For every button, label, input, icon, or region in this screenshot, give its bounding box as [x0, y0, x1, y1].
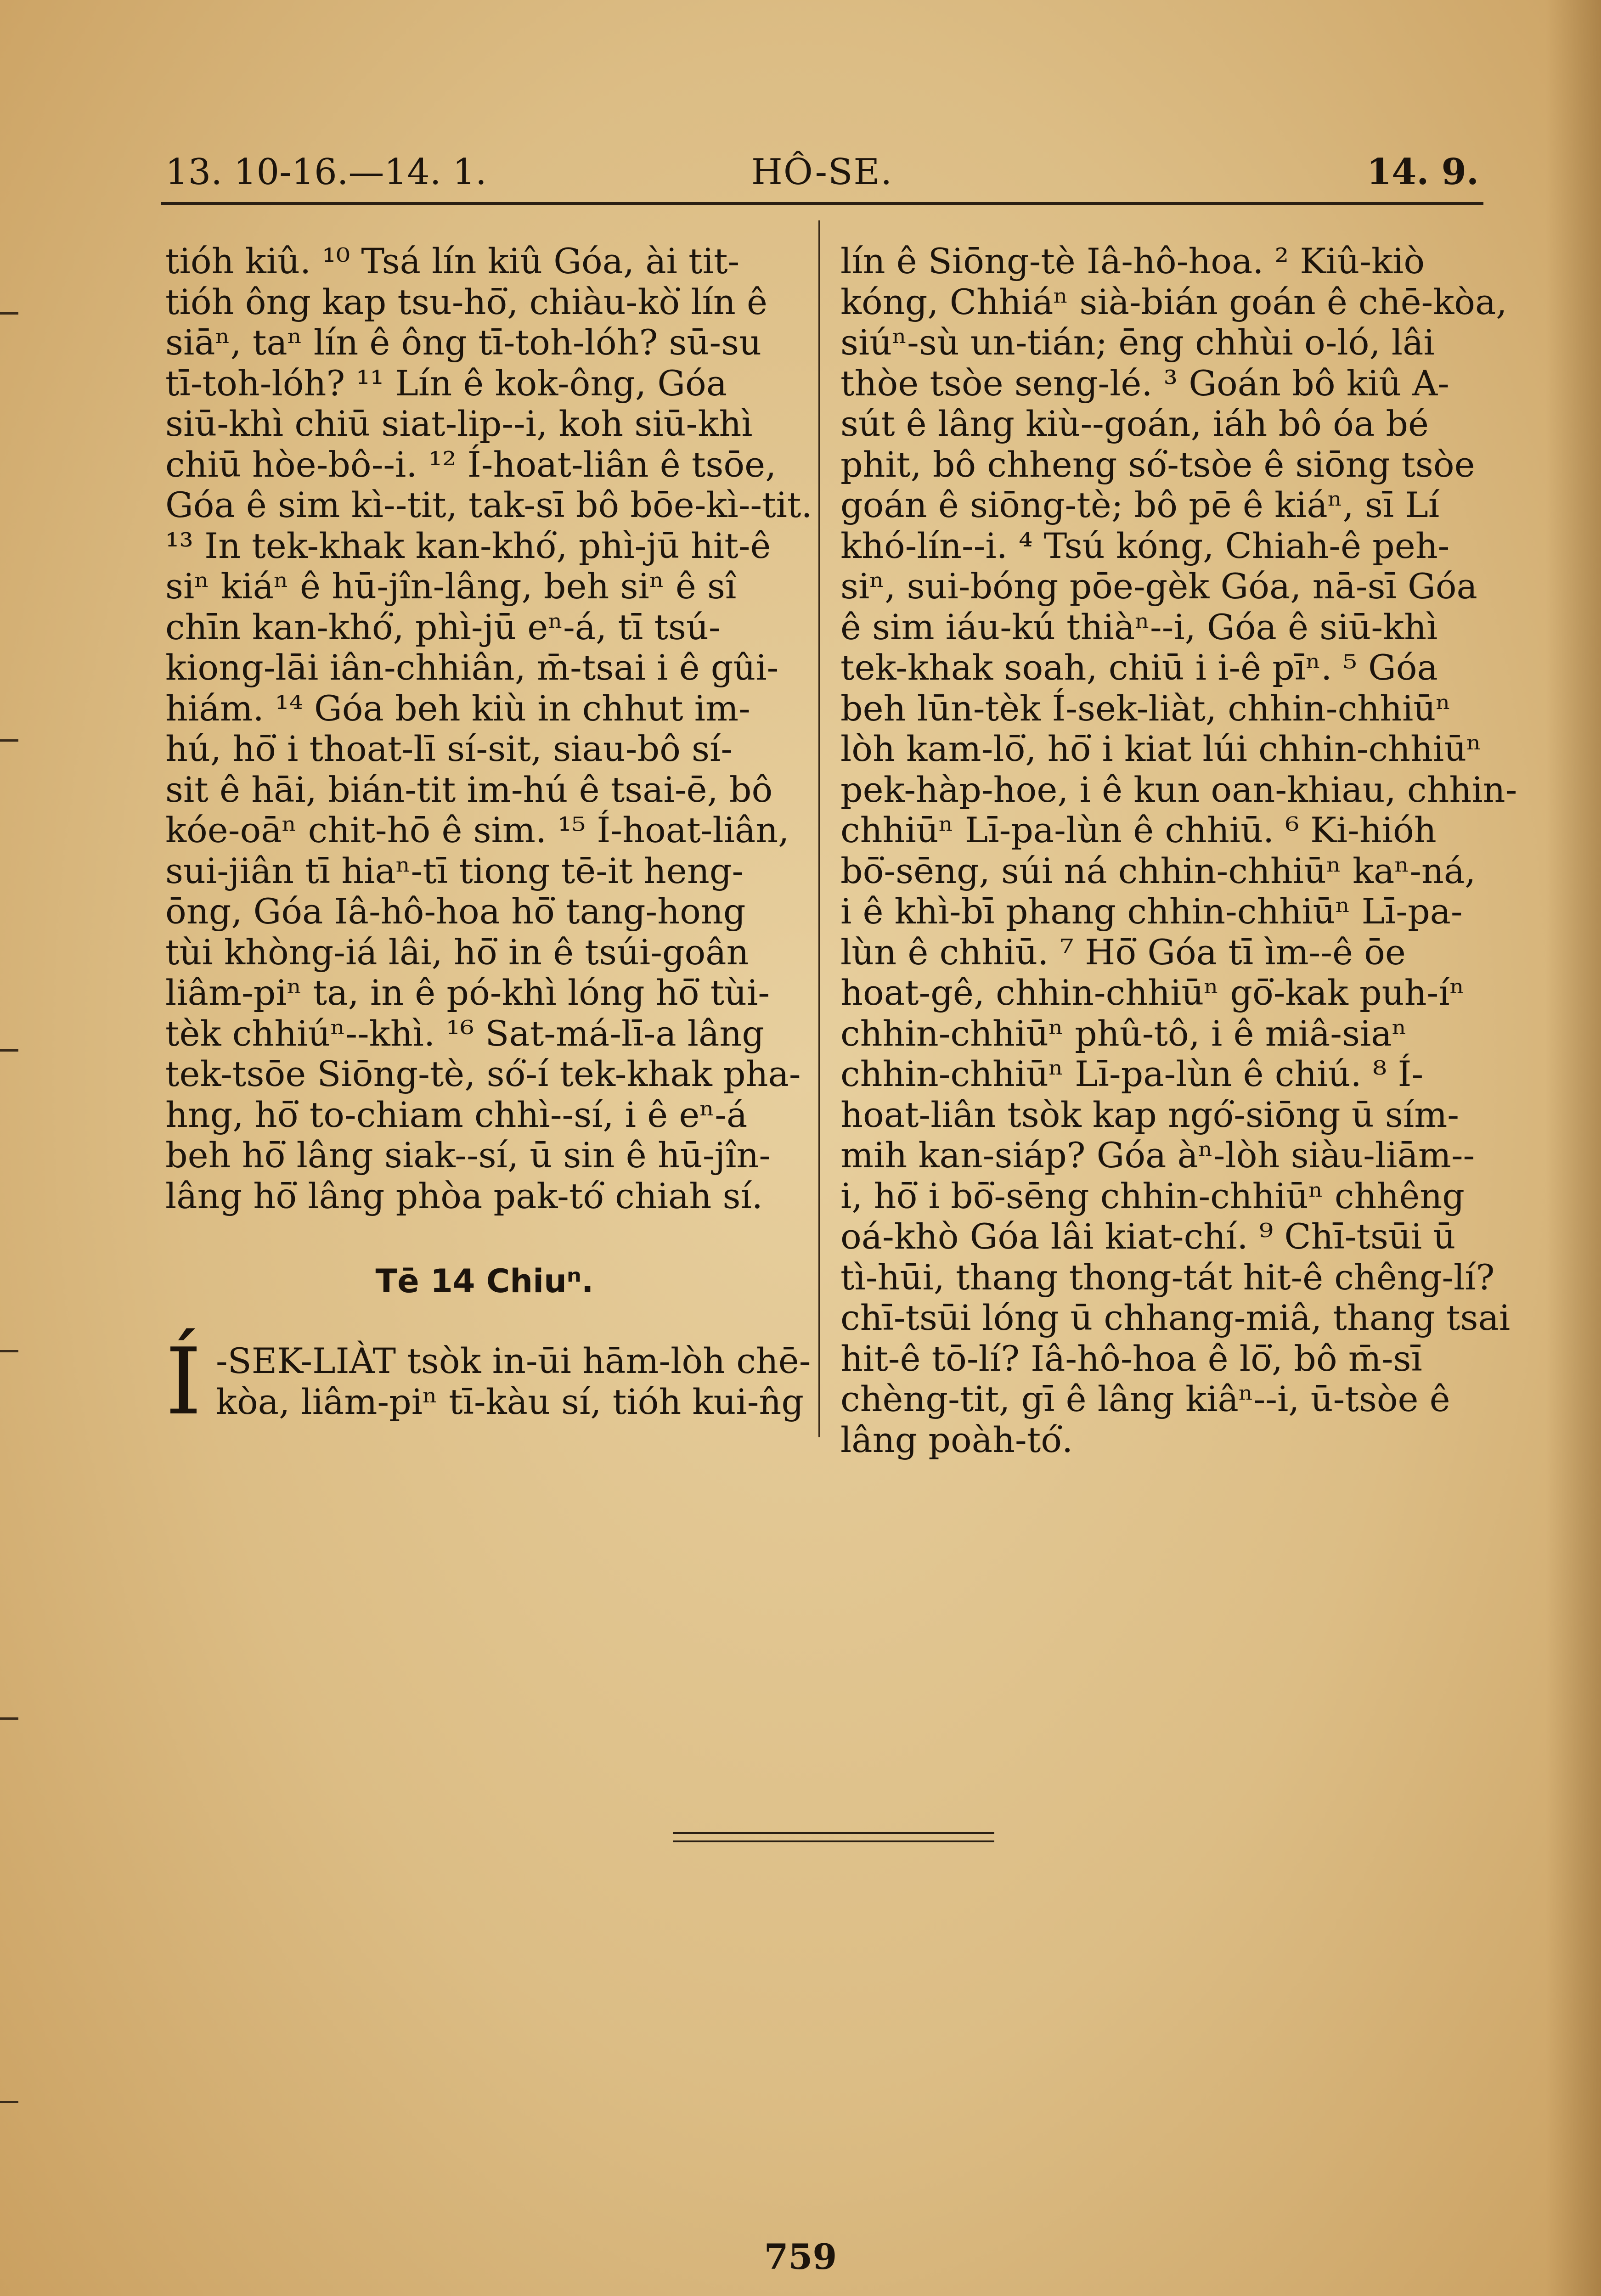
text-line: chīn kan-khó͘, phì-jū eⁿ-á, tī tsú- — [165, 606, 721, 647]
text-line: tek-tsōe Siōng-tè, só͘-í tek-khak pha- — [165, 1053, 801, 1094]
text-line: chhin-chhiūⁿ phû-tô, i ê miâ-siaⁿ — [840, 1013, 1407, 1054]
margin-tick — [0, 739, 18, 742]
text-line: ōng, Góa Iâ-hô-hoa hō͘ tang-hong — [165, 891, 746, 932]
text-line: lín ê Siōng-tè Iâ-hô-hoa. ² Kiû-kiò — [840, 241, 1425, 281]
text-line: bō͘-sēng, súi ná chhin-chhiūⁿ kaⁿ-ná, — [840, 850, 1476, 891]
text-line: kòa, liâm-piⁿ tī-kàu sí, tióh kui-n̂g — [216, 1381, 804, 1422]
margin-tick — [0, 2101, 18, 2103]
text-line: lâng hō͘ lâng phòa pak-tó͘ chiah sí. — [165, 1175, 763, 1216]
text-line: khó-lín--i. ⁴ Tsú kóng, Chiah-ê peh- — [840, 525, 1450, 566]
text-line: sit ê hāi, bián-tit im-hú ê tsai-ē, bô — [165, 769, 773, 810]
text-line: chhin-chhiūⁿ Lī-pa-lùn ê chiú. ⁸ Í- — [840, 1053, 1424, 1094]
text-line: hoat-gê, chhin-chhiūⁿ gō͘-kak puh-íⁿ — [840, 972, 1465, 1013]
text-line: beh lūn-tèk Í-sek-liàt, chhin-chhiūⁿ — [840, 687, 1451, 729]
text-line: lùn ê chhiū. ⁷ Hō͘ Góa tī ìm--ê ōe — [840, 931, 1406, 973]
text-line: siāⁿ, taⁿ lín ê ông tī-toh-lóh? sū-su — [165, 322, 762, 363]
text-line: chhiūⁿ Lī-pa-lùn ê chhiū. ⁶ Ki-hióh — [840, 810, 1437, 850]
text-line: chiū hòe-bô--i. ¹² Í-hoat-liân ê tsōe, — [165, 444, 777, 485]
text-line: chī-tsūi lóng ū chhang-miâ, thang tsai — [840, 1297, 1511, 1338]
text-line: tī-toh-lóh? ¹¹ Lín ê kok-ông, Góa — [165, 362, 727, 404]
text-line: thòe tsòe seng-lé. ³ Goán bô kiû A- — [840, 362, 1449, 404]
drop-cap: Í — [165, 1328, 202, 1435]
text-line: mih kan-siáp? Góa àⁿ-lòh siàu-liām-- — [840, 1135, 1475, 1176]
text-line: kiong-lāi iân-chhiân, m̄-tsai i ê gûi- — [165, 647, 779, 688]
header-rule — [161, 202, 1483, 208]
text-line: Góa ê sim kì--tit, tak-sī bô bōe-kì--tit. — [165, 484, 812, 525]
text-line: tióh kiû. ¹⁰ Tsá lín kiû Góa, ài tit- — [165, 241, 740, 281]
text-line: lâng poàh-tó͘. — [840, 1419, 1073, 1460]
text-line: i ê khì-bī phang chhin-chhiūⁿ Lī-pa- — [840, 891, 1463, 932]
text-line: liâm-piⁿ ta, in ê pó-khì lóng hō͘ tùi- — [165, 972, 770, 1013]
text-line: -SEK-LIÀT tsòk in-ūi hām-lòh chē- — [216, 1340, 811, 1381]
page-edge-shadow — [1546, 0, 1601, 2296]
text-line: siū-khì chiū siat-lip--i, koh siū-khì — [165, 403, 753, 444]
text-line: hit-ê tō-lí? Iâ-hô-hoa ê lō͘, bô m̄-sī — [840, 1338, 1422, 1379]
text-line: kóe-oāⁿ chit-hō ê sim. ¹⁵ Í-hoat-liân, — [165, 810, 789, 850]
text-line: tek-khak soah, chiū i i-ê pīⁿ. ⁵ Góa — [840, 647, 1438, 688]
text-line: oá-khò Góa lâi kiat-chí. ⁹ Chī-tsūi ū — [840, 1216, 1456, 1257]
header-book-title: HÔ-SE. — [751, 152, 893, 193]
margin-tick — [0, 1049, 18, 1052]
header-verse-range: 13. 10-16.—14. 1. — [165, 152, 487, 193]
chapter-opening-lines — [216, 1340, 811, 1422]
left-column-text — [165, 241, 812, 1216]
text-line: tèk chhiúⁿ--khì. ¹⁶ Sat-má-lī-a lâng — [165, 1013, 765, 1054]
text-line: tùi khòng-iá lâi, hō͘ in ê tsúi-goân — [165, 931, 749, 973]
text-line: goán ê siōng-tè; bô pē ê kiáⁿ, sī Lí — [840, 484, 1440, 525]
text-line: hoat-liân tsòk kap ngó͘-siōng ū sím- — [840, 1094, 1459, 1135]
text-line: chèng-tit, gī ê lâng kiâⁿ--i, ū-tsòe ê — [840, 1379, 1450, 1419]
text-line: siúⁿ-sù un-tián; ēng chhùi o-ló, lâi — [840, 322, 1435, 363]
text-line: kóng, Chhiáⁿ sià-bián goán ê chē-kòa, — [840, 281, 1507, 322]
header-end-verse: 14. 9. — [1366, 151, 1479, 193]
column-divider — [818, 220, 820, 1437]
margin-tick — [0, 312, 18, 315]
text-line: lòh kam-lō͘, hō͘ i kiat lúi chhin-chhiūⁿ — [840, 728, 1482, 769]
running-header — [165, 147, 1479, 197]
text-line: sui-jiân tī hiaⁿ-tī tiong tē-it heng- — [165, 850, 744, 891]
text-line: ¹³ In tek-khak kan-khó͘, phì-jū hit-ê — [165, 525, 771, 566]
margin-tick — [0, 1350, 18, 1352]
text-line: hiám. ¹⁴ Góa beh kiù in chhut im- — [165, 687, 750, 729]
text-line: hú, hō͘ i thoat-lī sí-sit, siau-bô sí- — [165, 728, 733, 769]
text-line: beh hō͘ lâng siak--sí, ū sin ê hū-jîn- — [165, 1135, 771, 1176]
text-line: sút ê lâng kiù--goán, iáh bô óa bé — [840, 403, 1429, 444]
text-line: siⁿ, sui-bóng pōe-gèk Góa, nā-sī Góa — [840, 566, 1477, 607]
page-number: 759 — [764, 2236, 837, 2277]
text-line: i, hō͘ i bō͘-sēng chhin-chhiūⁿ chhêng — [840, 1175, 1465, 1216]
chapter-opening — [165, 1328, 811, 1435]
text-line: hng, hō͘ to-chiam chhì--sí, i ê eⁿ-á — [165, 1094, 748, 1135]
text-line: tióh ông kap tsu-hō͘, chiàu-kò͘ lín ê — [165, 281, 767, 322]
end-of-book-rule — [673, 1832, 994, 1842]
text-line: ê sim iáu-kú thiàⁿ--i, Góa ê siū-khì — [840, 606, 1438, 647]
text-line: siⁿ kiáⁿ ê hū-jîn-lâng, beh siⁿ ê sî — [165, 566, 737, 607]
right-column-text — [840, 241, 1517, 1460]
margin-tick — [0, 1717, 18, 1720]
chapter-heading: Tē 14 Chiuⁿ. — [375, 1262, 594, 1300]
text-line: phit, bô chheng só͘-tsòe ê siōng tsòe — [840, 444, 1475, 485]
text-line: tì-hūi, thang thong-tát hit-ê chêng-lí? — [840, 1256, 1495, 1298]
text-line: pek-hàp-hoe, i ê kun oan-khiau, chhin- — [840, 769, 1517, 810]
